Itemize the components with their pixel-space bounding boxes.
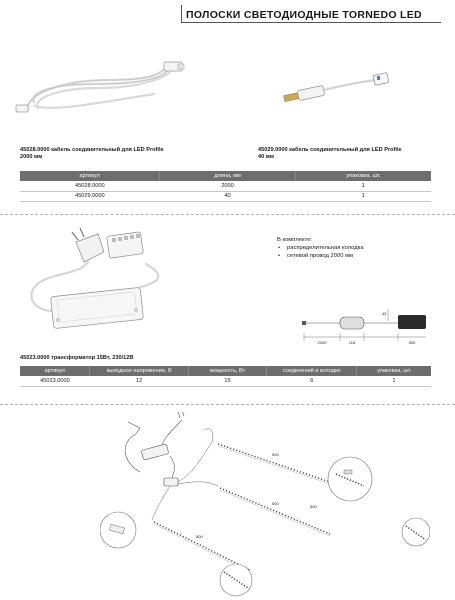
table-header-row: [20, 171, 431, 181]
table-cell: 1: [295, 181, 431, 191]
section-divider: [0, 214, 455, 215]
page-title: ПОЛОСКИ СВЕТОДИОДНЫЕ TORNEDO LED: [186, 9, 422, 21]
col-header: упаковка, шт.: [295, 171, 431, 181]
caption-cable-2000: [20, 147, 164, 161]
table-cell: 1: [357, 376, 431, 386]
table-cell: 12: [90, 376, 189, 386]
col-header: выходное напряжение, В: [90, 366, 189, 376]
table-row: [20, 181, 431, 191]
caption-line: 45023.0000 трансформатор 15Вт, 230/12В: [20, 355, 134, 361]
strip-length-label: 500: [310, 504, 317, 509]
dim-label: 43: [381, 311, 387, 316]
title-accent-bar: [181, 5, 182, 23]
table-header-row: [20, 366, 431, 376]
table-cell: 45028.0000: [20, 181, 160, 191]
col-header: соединений в колодке: [267, 366, 357, 376]
caption-cable-40: [258, 147, 402, 161]
section-divider: [0, 404, 455, 405]
col-header: длина, мм: [160, 171, 296, 181]
spec-table-cables: [20, 171, 431, 202]
dimension-drawing: [300, 305, 440, 347]
dim-label: 116: [348, 340, 356, 345]
table-cell: 45023.0000: [20, 376, 90, 386]
strip-length-label: 500: [272, 501, 279, 506]
caption-line: 2000 мм: [20, 153, 43, 160]
caption-line: 40 мм: [258, 153, 275, 160]
list-item: • распределительная колодка: [277, 245, 364, 253]
cable-2000-image: [14, 50, 214, 130]
table-cell: 40: [160, 191, 296, 201]
transformer-image: [18, 222, 218, 342]
table-cell: 45029.0000: [20, 191, 160, 201]
list-item: • сетевой провод 2000 мм: [277, 253, 364, 261]
strip-length-label: 500: [272, 452, 279, 457]
caption-transformer: [20, 355, 133, 362]
table-row: [20, 191, 431, 201]
dim-label: 2000: [317, 340, 327, 345]
dim-label: 500: [408, 340, 416, 345]
col-header: упаковка, шт.: [357, 366, 431, 376]
table-cell: 6: [267, 376, 357, 386]
table-row: [20, 376, 431, 386]
col-header: мощность, Вт: [188, 366, 266, 376]
table-cell: 2000: [160, 181, 296, 191]
caption-line: 45029.0000 кабель соединительный для LED Profile: [258, 147, 402, 153]
kit-title: В комплекте:: [277, 237, 313, 243]
caption-line: 45028.0000 кабель соединительный для LED Profile: [20, 147, 164, 153]
installation-diagram: [100, 412, 430, 597]
cable-40-image: [280, 68, 400, 113]
col-header: артикул: [20, 171, 160, 181]
table-cell: 15: [188, 376, 266, 386]
kit-contents: [277, 237, 364, 260]
strip-length-label: 500: [196, 534, 203, 539]
spec-table-transformer: [20, 366, 431, 387]
title-rule: [181, 22, 441, 23]
table-cell: 1: [295, 191, 431, 201]
col-header: артикул: [20, 366, 90, 376]
kit-list: [277, 245, 364, 261]
